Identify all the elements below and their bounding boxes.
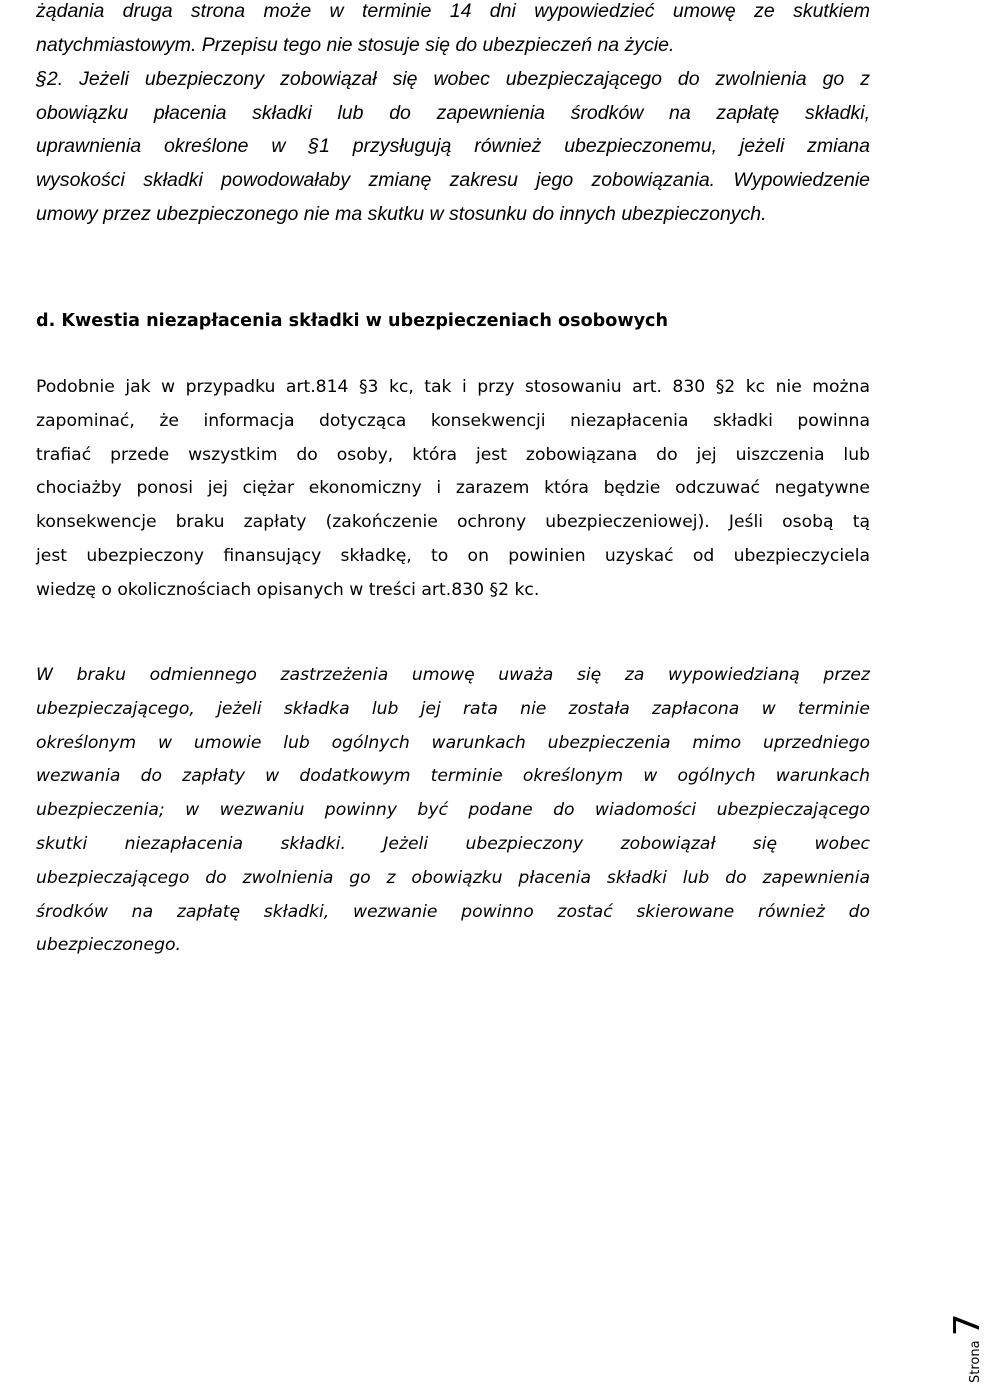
text-line: skutki niezapłacenia składki. Jeżeli ubezpieczony zobowiązał się wobec <box>36 833 870 854</box>
paragraph-termination-right <box>36 0 870 62</box>
text-line: ubezpieczającego, jeżeli składka lub jej rata nie została zapłacona w terminie <box>36 698 870 719</box>
text-line: chociażby ponosi jej ciężar ekonomiczny i zarazem która będzie odczuwać negatywne <box>36 478 870 499</box>
text-line: §2. Jeżeli ubezpieczony zobowiązał się wobec ubezpieczającego do zwolnienia go z <box>36 68 870 90</box>
text-line: uprawnienia określone w §1 przysługują również ubezpieczonemu, jeżeli zmiana <box>36 135 870 158</box>
text-line: zapominać, że informacja dotycząca konsekwencji niezapłacenia składki powinna <box>36 410 870 431</box>
text-line: trafiać przede wszystkim do osoby, która jest zobowiązana do jej uiszczenia lub <box>36 444 870 465</box>
section-heading <box>36 309 870 333</box>
page-number: 7 <box>947 1313 988 1337</box>
text-line: jest ubezpieczony finansujący składkę, to on powinien uzyskać od ubezpieczyciela <box>36 545 870 566</box>
text-line: określonym w umowie lub ogólnych warunkach ubezpieczenia mimo uprzedniego <box>36 732 870 753</box>
text-line: wysokości składki powodowałaby zmianę zakresu jego zobowiązania. Wypowiedzenie <box>36 169 870 192</box>
text-line: W braku odmiennego zastrzeżenia umowę uważa się za wypowiedzianą przez <box>36 665 870 685</box>
text-line: wezwania do zapłaty w dodatkowym terminie określonym w ogólnych warunkach <box>36 766 870 787</box>
text-line: ubezpieczającego do zwolnienia go z obowiązku płacenia składki lub do zapewnienia <box>36 867 870 888</box>
text-line: ubezpieczenia; w wezwaniu powinny być podane do wiadomości ubezpieczającego <box>36 800 870 821</box>
text-line: wiedzę o okolicznościach opisanych w treści art.830 §2 kc. <box>36 579 540 600</box>
paragraph-unpaid-premium-info <box>36 371 870 608</box>
text-line: żądania druga strona może w terminie 14 dni wypowiedzieć umowę ze skutkiem <box>36 0 870 22</box>
text-line: konsekwencje braku zapłaty (zakończenie ochrony ubezpieczeniowej). Jeśli osobą tą <box>36 512 870 533</box>
text-line: środków na zapłatę składki, wezwanie powinno zostać skierowane również do <box>36 901 870 922</box>
text-line: Podobnie jak w przypadku art.814 §3 kc, tak i przy stosowaniu art. 830 §2 kc nie można <box>36 377 870 397</box>
text-line: ubezpieczonego. <box>36 935 182 956</box>
text-line: natychmiastowym. Przepisu tego nie stosuje się do ubezpieczeń na życie. <box>36 33 675 56</box>
paragraph-section-2 <box>36 63 870 232</box>
page-label: Strona <box>968 1340 983 1383</box>
heading-text: d. Kwestia niezapłacenia składki w ubezpieczeniach osobowych <box>36 311 669 331</box>
text-line: obowiązku płacenia składki lub do zapewnienia środków na zapłatę składki, <box>36 101 870 124</box>
paragraph-termination-default <box>36 659 870 963</box>
page-footer <box>916 1275 988 1385</box>
text-line: umowy przez ubezpieczonego nie ma skutku w stosunku do innych ubezpieczonych. <box>36 202 767 225</box>
